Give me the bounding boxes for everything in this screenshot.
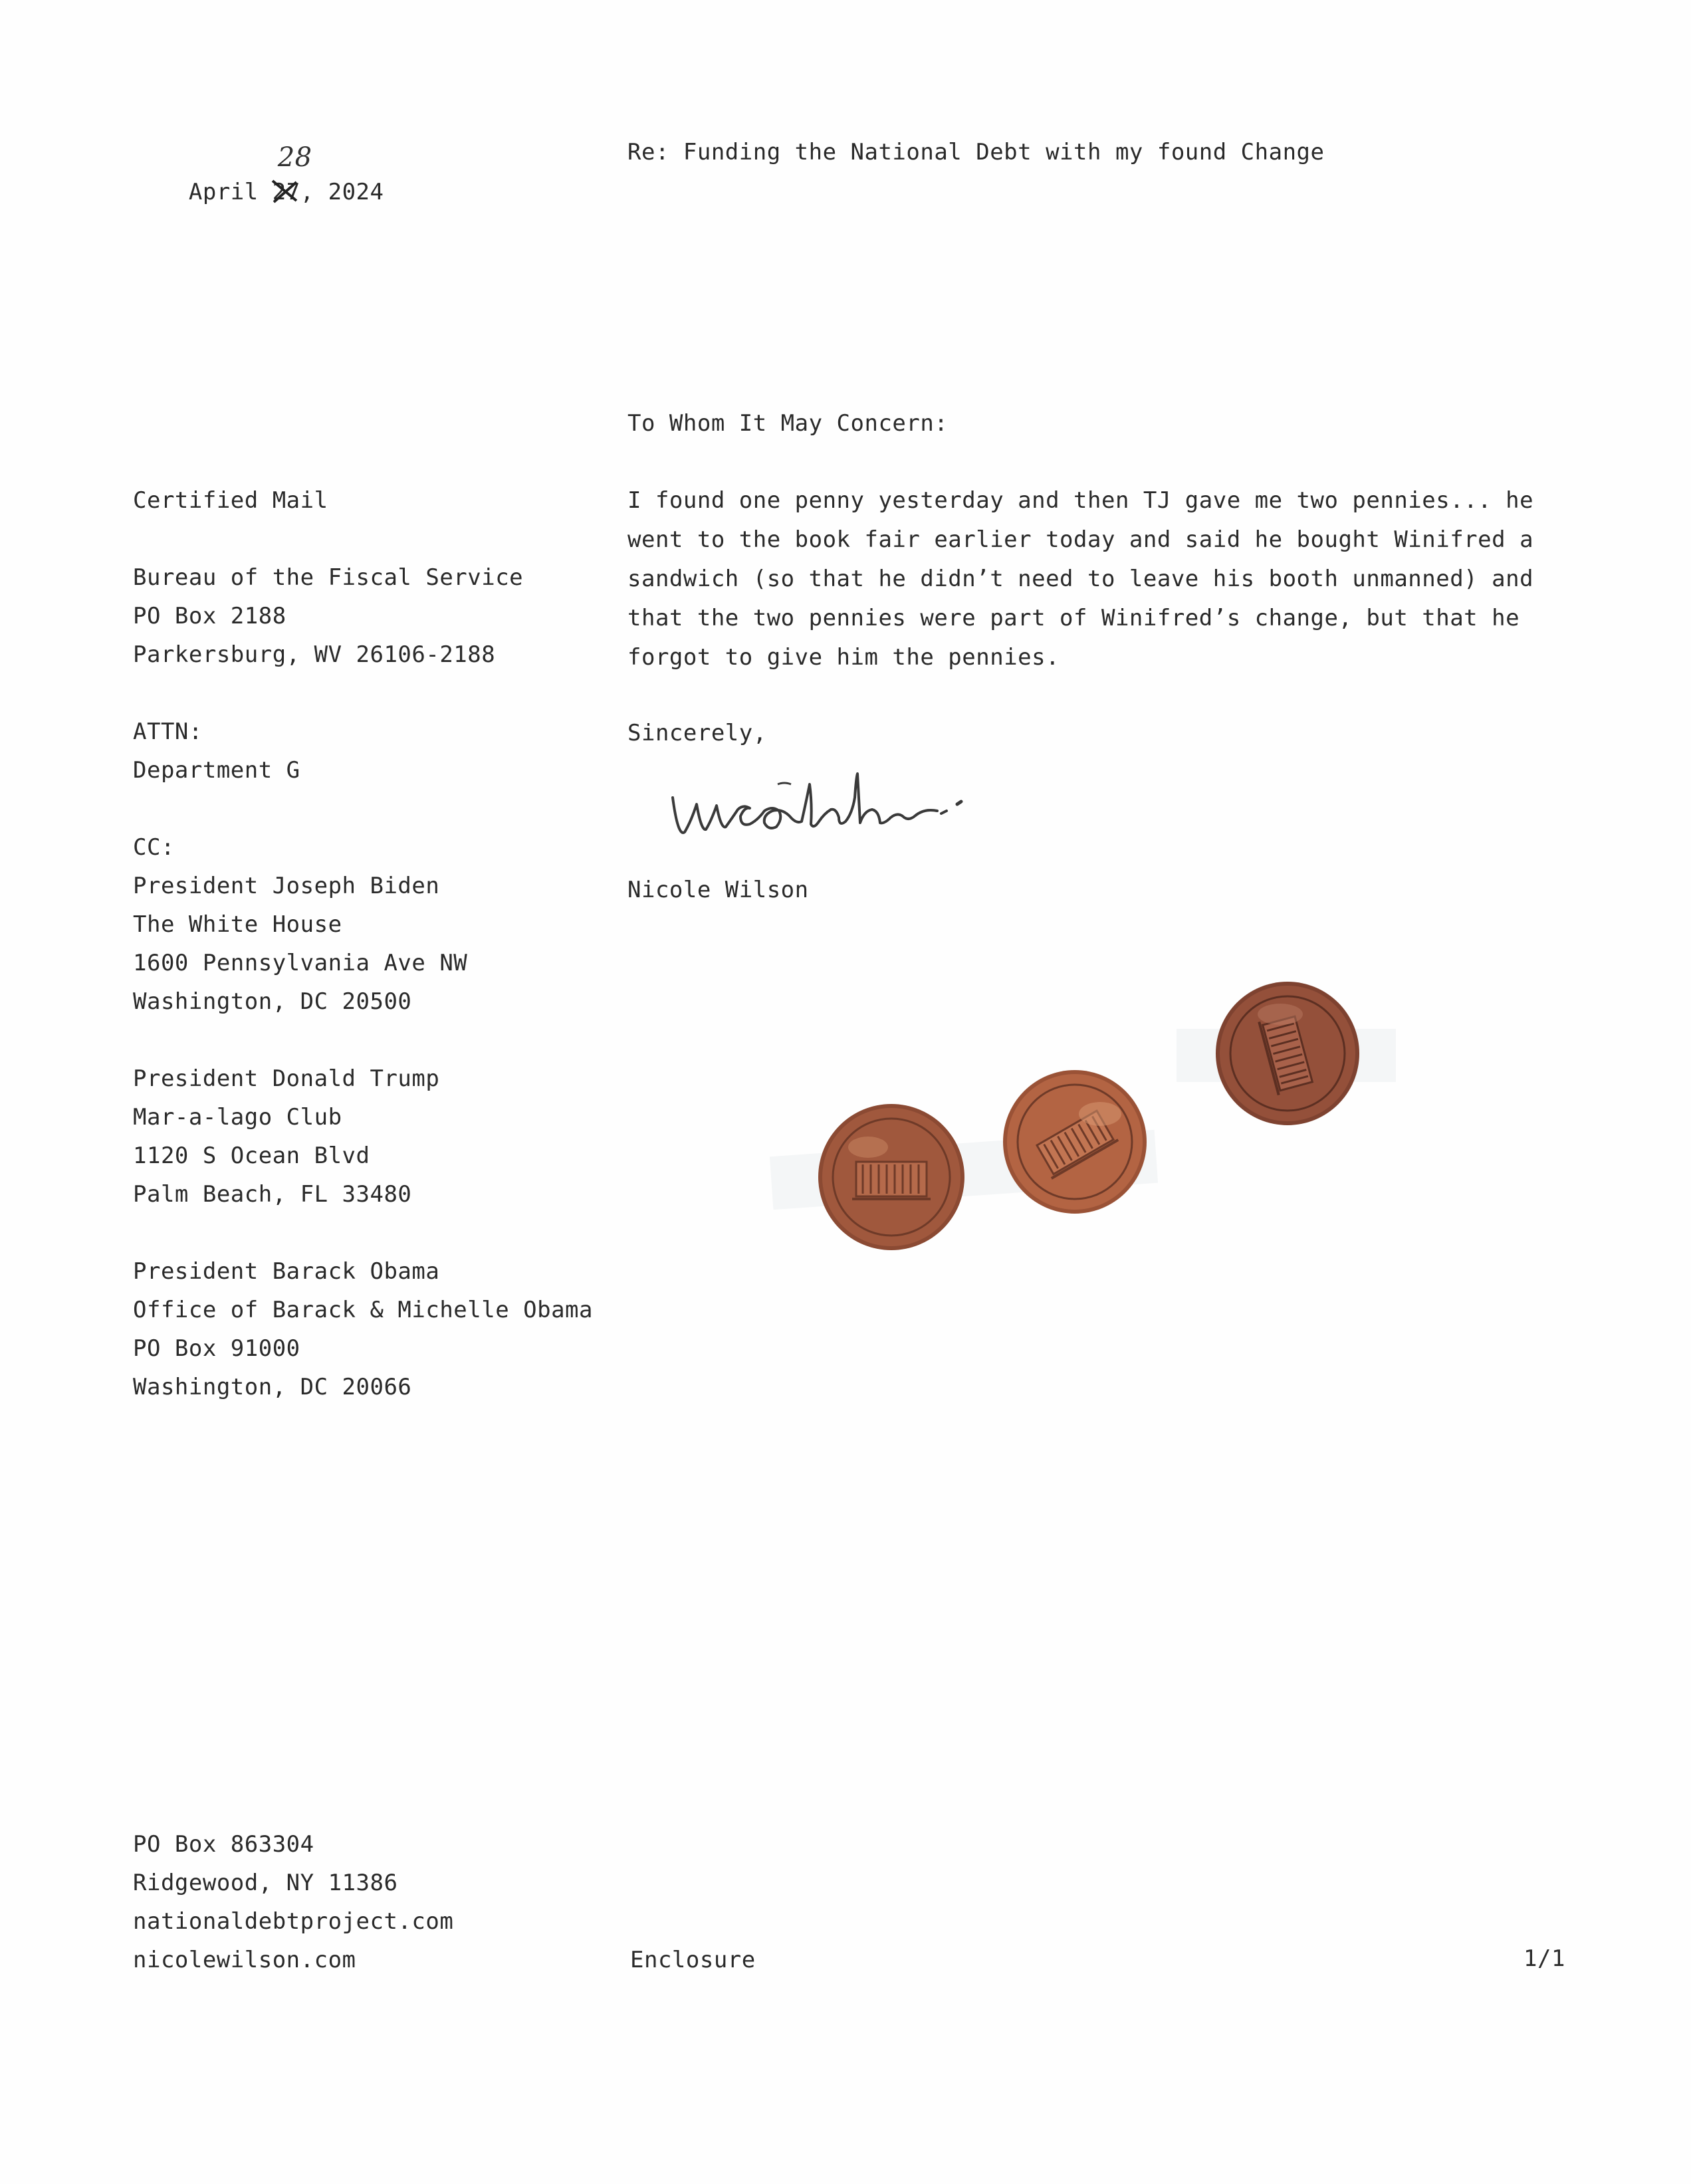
cc-recipient-line: President Donald Trump — [133, 1065, 440, 1092]
mail-type: Certified Mail — [133, 487, 328, 514]
subject-line: Re: Funding the National Debt with my found Change — [627, 139, 1325, 165]
penny-coin — [1214, 980, 1361, 1127]
sender-line: Ridgewood, NY 11386 — [133, 1870, 398, 1896]
sender-website: nationaldebtproject.com — [133, 1908, 454, 1935]
penny-coin — [815, 1101, 968, 1254]
cc-recipient-line: The White House — [133, 911, 342, 938]
body-line: that the two pennies were part of Winifred’s change, but that he — [627, 605, 1520, 631]
sender-line: PO Box 863304 — [133, 1831, 314, 1858]
cc-recipient-line: Palm Beach, FL 33480 — [133, 1181, 412, 1208]
cc-recipient-line: Office of Barack & Michelle Obama — [133, 1297, 594, 1323]
cc-label: CC: — [133, 834, 175, 861]
cc-recipient-line: President Barack Obama — [133, 1258, 440, 1285]
body-line: forgot to give him the pennies. — [627, 644, 1060, 671]
body-line: sandwich (so that he didn’t need to leave his booth unmanned) and — [627, 566, 1534, 592]
enclosure-note: Enclosure — [630, 1947, 756, 1973]
cc-recipient-line: President Joseph Biden — [133, 873, 440, 899]
address-column — [133, 481, 593, 1406]
body-line: I found one penny yesterday and then TJ gave me two pennies... he — [627, 487, 1534, 514]
attn-label: ATTN: — [133, 718, 203, 745]
date-suffix: , 2024 — [300, 179, 384, 205]
closing: Sincerely, — [627, 720, 767, 746]
date-prefix: April — [188, 179, 273, 205]
cc-recipient-line: 1120 S Ocean Blvd — [133, 1143, 370, 1169]
strikethrough-mark — [270, 178, 300, 205]
salutation: To Whom It May Concern: — [627, 410, 949, 437]
cc-recipient-line: Washington, DC 20066 — [133, 1374, 412, 1400]
penny-coin — [1000, 1067, 1149, 1216]
body-line: went to the book fair earlier today and said he bought Winifred a — [627, 526, 1534, 553]
struck-day: 27 — [272, 179, 300, 205]
signer-name: Nicole Wilson — [627, 877, 809, 903]
handwritten-signature — [665, 758, 984, 851]
cc-recipient-line: Mar-a-lago Club — [133, 1104, 342, 1131]
recipient-line: PO Box 2188 — [133, 603, 286, 629]
sender-address — [133, 1825, 453, 1979]
recipient-line: Bureau of the Fiscal Service — [133, 564, 524, 591]
attn-value: Department G — [133, 757, 300, 784]
letter-body — [627, 481, 1533, 677]
recipient-line: Parkersburg, WV 26106-2188 — [133, 641, 496, 668]
cc-recipient-line: Washington, DC 20500 — [133, 988, 412, 1015]
cc-recipient-line: PO Box 91000 — [133, 1335, 300, 1362]
handwritten-day: 28 — [277, 142, 312, 173]
letter-date — [133, 134, 384, 250]
page-number: 1/1 — [1523, 1945, 1565, 1972]
sender-website: nicolewilson.com — [133, 1947, 356, 1973]
cc-recipient-line: 1600 Pennsylvania Ave NW — [133, 950, 468, 976]
date-day-correction — [272, 142, 312, 211]
